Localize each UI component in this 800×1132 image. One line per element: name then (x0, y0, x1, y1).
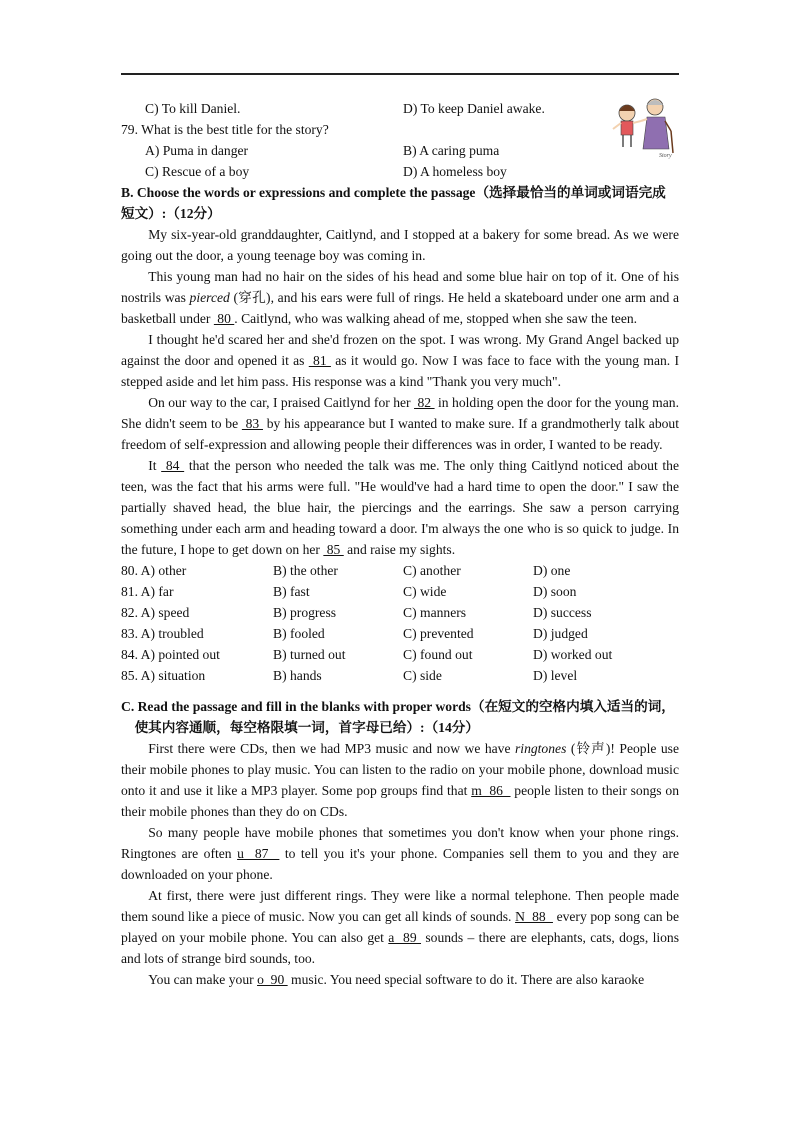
option-c[interactable]: C) prevented (403, 626, 474, 641)
q79-option-b: B) A caring puma (403, 143, 500, 158)
option-c[interactable]: C) found out (403, 647, 473, 662)
option-c[interactable]: C) another (403, 563, 461, 578)
text: and raise my sights. (343, 542, 456, 557)
option-a[interactable]: 80. A) other (121, 563, 187, 578)
options-row-82 (121, 602, 679, 623)
section-b-paragraph-5 (121, 455, 679, 560)
section-c-paragraph-3 (121, 885, 679, 969)
option-c[interactable]: C) side (403, 668, 442, 683)
option-d[interactable]: D) worked out (533, 647, 613, 662)
q79-option-d: D) A homeless boy (403, 164, 507, 179)
blank-80[interactable]: 80 (213, 311, 235, 326)
blank-87[interactable]: u 87 (237, 846, 280, 861)
text: . Caitlynd, who was walking ahead of me, stopped when she saw the teen. (234, 311, 638, 326)
text: It (148, 458, 162, 473)
option-d[interactable]: D) soon (533, 584, 577, 599)
section-c-heading-line-2: 使其内容通顺，每空格限填一词，首字母已给）:（14分） (134, 720, 479, 735)
text: (铃声)! People use their mobile phones to play music. You can listen to the radio on your mobile phone, download music onto it and use it like a MP3 player. Some pop groups find that (121, 741, 679, 798)
blank-85[interactable]: 85 (323, 542, 344, 557)
option-a[interactable]: 82. A) speed (121, 605, 190, 620)
q79-question-line (121, 119, 679, 140)
option-a[interactable]: 85. A) situation (121, 668, 206, 683)
text: I thought he'd scared her and she'd frozen on the spot. I was wrong. My Grand Angel backed up against the door and opened it as (121, 332, 679, 368)
italic-word: pierced (189, 290, 230, 305)
options-row-81 (121, 581, 679, 602)
text: On our way to the car, I praised Caitlynd for her (148, 395, 415, 410)
text: This young man had no hair on the sides of his head and some blue hair on top of it. One of his nostrils was (121, 269, 679, 305)
option-a[interactable]: 81. A) far (121, 584, 174, 599)
option-d[interactable]: D) success (533, 605, 592, 620)
option-d[interactable]: D) level (533, 668, 578, 683)
section-c-paragraph-4 (121, 969, 679, 990)
q78-options (121, 98, 679, 119)
section-b-heading: B. Choose the words or expressions and complete the passage（选择最恰当的单词或词语完成短文）:（12分） (121, 185, 666, 221)
italic-word: ringtones (515, 741, 567, 756)
q78-option-d: D) To keep Daniel awake. (403, 101, 545, 116)
blank-86[interactable]: m 86 (471, 783, 511, 798)
option-c[interactable]: C) wide (403, 584, 447, 599)
option-b[interactable]: B) progress (273, 605, 337, 620)
option-c[interactable]: C) manners (403, 605, 467, 620)
section-b-options (121, 560, 679, 686)
q79-options-cd (121, 161, 679, 182)
blank-82[interactable]: 82 (414, 395, 435, 410)
q79-question: 79. What is the best title for the story? (121, 122, 329, 137)
text: At first, there were just different rings. They were like a normal telephone. Then people made them sound like a piece of music. Now you can get all kinds of sounds. (121, 888, 679, 924)
q79-option-c: C) Rescue of a boy (145, 164, 250, 179)
option-a[interactable]: 83. A) troubled (121, 626, 204, 641)
blank-90[interactable]: o 90 (257, 972, 288, 987)
text: as it would go. Now I was face to face with the young man. I stepped aside and let him pass. His response was a kind "Thank you very much". (121, 353, 679, 389)
blank-84[interactable]: 84 (161, 458, 185, 473)
section-c-paragraph-2 (121, 822, 679, 885)
option-b[interactable]: B) the other (273, 563, 338, 578)
option-a[interactable]: 84. A) pointed out (121, 647, 220, 662)
text: sounds – there are elephants, cats, dogs, lions and lots of strange bird sounds, too. (121, 930, 680, 966)
blank-81[interactable]: 81 (308, 353, 331, 368)
text: that the person who needed the talk was me. The only thing Caitlynd noticed about the teen, was the fact that his arms were full. "He would've had a hard time to open the door." I saw the partially shaved head, the blue hair, the piercings and the earrings. She saw a person carrying something under each arm and heading toward a door. I'm always the one who is so quick to judge. In the future, I hope to get down on her (121, 458, 680, 557)
option-d[interactable]: D) one (533, 563, 571, 578)
option-d[interactable]: D) judged (533, 626, 588, 641)
option-b[interactable]: B) fast (273, 584, 310, 599)
q79-options-ab (121, 140, 679, 161)
options-row-84 (121, 644, 679, 665)
header-rule (121, 73, 679, 75)
blank-88[interactable]: N 88 (515, 909, 553, 924)
section-b-paragraph-4 (121, 392, 679, 455)
options-row-83 (121, 623, 679, 644)
text: (穿孔), and his ears were full of rings. He held a skateboard under one arm and a basketball under (121, 290, 680, 326)
text: people listen to their songs on their mobile phones than they do on CDs. (121, 783, 679, 819)
text: music. You need special software to do it. There are also karaoke (287, 972, 645, 987)
blank-89[interactable]: a 89 (388, 930, 422, 945)
option-b[interactable]: B) fooled (273, 626, 325, 641)
blank-83[interactable]: 83 (241, 416, 263, 431)
worksheet-page (121, 98, 679, 990)
section-c-heading: C. Read the passage and fill in the blanks with proper words（在短文的空格内填入适当的词， (121, 699, 675, 714)
text: by his appearance but I wanted to make sure. If a grandmotherly talk about freedom of self-expression and allowing people their differences was in order, I wanted to be ready. (121, 416, 679, 452)
text: First there were CDs, then we had MP3 music and now we have (148, 741, 515, 756)
section-c-paragraph-1 (121, 738, 679, 822)
q79-option-a: A) Puma in danger (145, 143, 249, 158)
section-b-paragraph-3 (121, 329, 679, 392)
figure-caption: Story (659, 153, 672, 159)
q78-option-c: C) To kill Daniel. (145, 101, 241, 116)
text: So many people have mobile phones that sometimes you don't know when your phone rings. Ringtones are often (121, 825, 679, 861)
options-row-85 (121, 665, 679, 686)
text: in holding open the door for the young man. She didn't seem to be (121, 395, 679, 431)
text: every pop song can be played on your mobile phone. You can also get (121, 909, 679, 945)
section-b-paragraph-2 (121, 266, 679, 329)
text: You can make your (148, 972, 258, 987)
text: to tell you it's your phone. Companies sell them to you and they are downloaded on your phone. (121, 846, 680, 882)
options-row-80 (121, 560, 679, 581)
option-b[interactable]: B) turned out (273, 647, 346, 662)
option-b[interactable]: B) hands (273, 668, 322, 683)
section-b-paragraph-1: My six-year-old granddaughter, Caitlynd, and I stopped at a bakery for some bread. As we were going out the door, a young teenage boy was coming in. (121, 227, 679, 263)
